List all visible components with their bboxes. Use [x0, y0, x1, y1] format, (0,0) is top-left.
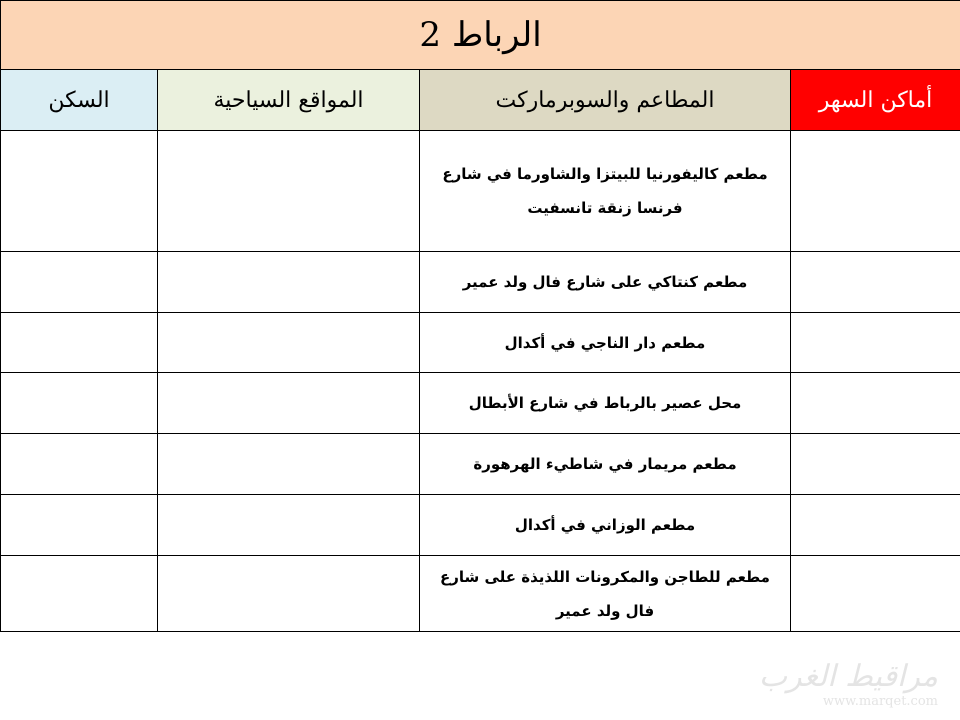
- header-nightlife: أماكن السهر: [791, 70, 960, 131]
- table-row: [1, 556, 960, 632]
- housing-cell: [1, 131, 158, 252]
- restaurant-cell: محل عصير بالرباط في شارع الأبطال: [420, 373, 791, 434]
- table-row: [1, 252, 960, 313]
- nightlife-cell: [791, 434, 960, 495]
- housing-cell: [1, 252, 158, 313]
- nightlife-cell: [791, 556, 960, 632]
- nightlife-cell: [791, 495, 960, 556]
- table-row: [1, 373, 960, 434]
- tourist-site-cell: [158, 252, 420, 313]
- housing-cell: [1, 556, 158, 632]
- housing-cell: [1, 434, 158, 495]
- restaurant-cell: مطعم كاليفورنيا للبيتزا والشاورما في شارع فرنسا زنقة تانسفيت: [420, 131, 791, 252]
- header-housing: السكن: [1, 70, 158, 131]
- tourist-site-cell: [158, 131, 420, 252]
- watermark-name: مراقيط الغرب: [758, 659, 938, 694]
- housing-cell: [1, 495, 158, 556]
- nightlife-cell: [791, 252, 960, 313]
- nightlife-cell: [791, 313, 960, 373]
- table-row: [1, 434, 960, 495]
- header-tourist-sites: المواقع السياحية: [158, 70, 420, 131]
- nightlife-cell: [791, 131, 960, 252]
- tourist-site-cell: [158, 556, 420, 632]
- tourist-site-cell: [158, 434, 420, 495]
- nightlife-cell: [791, 373, 960, 434]
- tourist-site-cell: [158, 495, 420, 556]
- tourist-site-cell: [158, 373, 420, 434]
- tourist-site-cell: [158, 313, 420, 373]
- header-restaurants: المطاعم والسوبرماركت: [420, 70, 791, 131]
- table-row: [1, 495, 960, 556]
- restaurant-cell: مطعم كنتاكي على شارع فال ولد عمير: [420, 252, 791, 313]
- housing-cell: [1, 313, 158, 373]
- table-row: [1, 131, 960, 252]
- title-row: [1, 1, 960, 70]
- restaurant-cell: مطعم دار الناجي في أكدال: [420, 313, 791, 373]
- header-row: [1, 70, 960, 131]
- watermark: [759, 660, 938, 710]
- restaurant-cell: مطعم الوزاني في أكدال: [420, 495, 791, 556]
- restaurant-cell: مطعم للطاجن والمكرونات اللذيذة على شارع فال ولد عمير: [420, 556, 791, 632]
- table-row: [1, 313, 960, 373]
- watermark-url: www.marqet.com: [822, 694, 938, 709]
- page-title: الرباط 2: [1, 1, 960, 70]
- housing-cell: [1, 373, 158, 434]
- restaurant-cell: مطعم مريمار في شاطيء الهرهورة: [420, 434, 791, 495]
